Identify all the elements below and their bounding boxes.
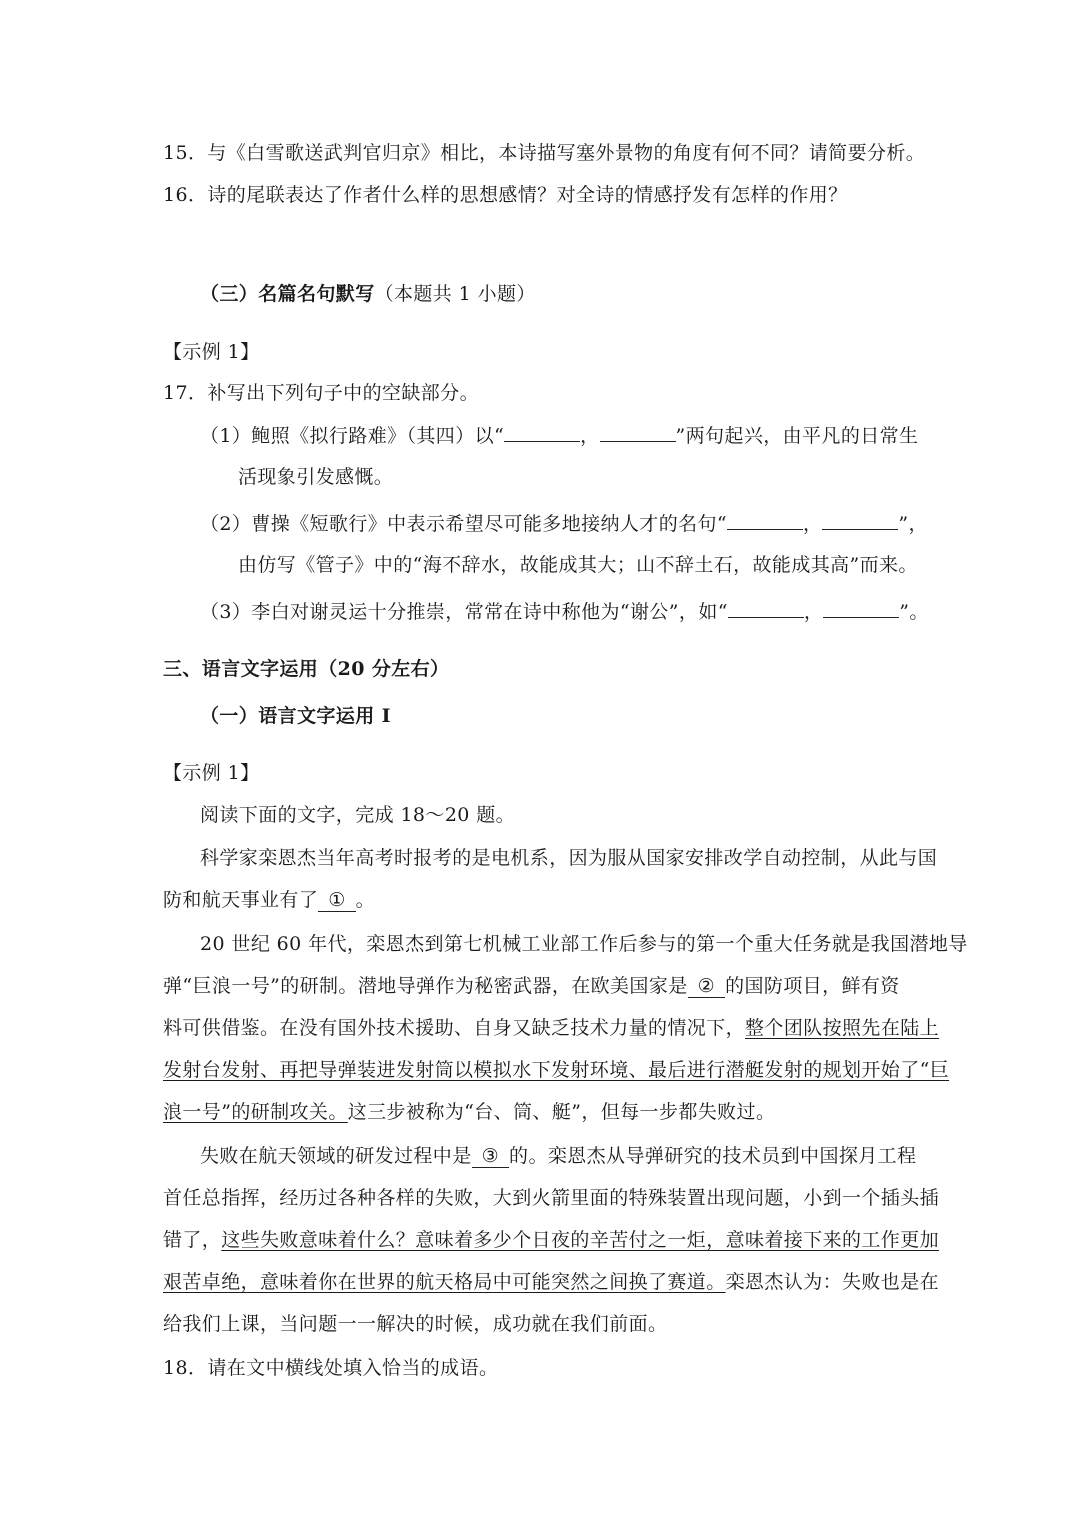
passage-line: 给我们上课，当问题一一解决的时候，成功就在我们前面。 (163, 1313, 668, 1335)
text: 防和航天事业有了 (163, 889, 319, 911)
question-18: 18．请在文中横线处填入恰当的成语。 (163, 1357, 499, 1379)
passage-line (163, 1098, 775, 1126)
text: 的国防项目，鲜有资 (725, 975, 900, 997)
text: 这三步被称为“台、筒、艇”，但每一步都失败过。 (347, 1101, 776, 1123)
passage-line (200, 1142, 916, 1170)
blank-line[interactable] (600, 421, 676, 442)
underlined-sentence: 整个团队按照先在陆上 (745, 1017, 940, 1039)
question-17: 17．补写出下列句子中的空缺部分。 (163, 382, 479, 404)
underlined-sentence: 艰苦卓绝，意味着你在世界的航天格局中可能突然之间换了赛道。 (163, 1271, 726, 1293)
text: 。 (355, 889, 376, 911)
text: ， (803, 513, 823, 535)
question-17-1 (200, 421, 918, 450)
example-label: 【示例 1】 (163, 762, 260, 784)
text: ， (803, 601, 824, 623)
blank-1[interactable]: ① (318, 889, 355, 912)
text: 弹“巨浪一号”的研制。潜地导弹作为秘密武器，在欧美国家是 (163, 975, 688, 997)
passage-line: 科学家栾恩杰当年高考时报考的是电机系，因为服从国家安排改学自动控制，从此与国 (200, 847, 938, 869)
text: 失败在航天领域的研发过程中是 (200, 1145, 472, 1167)
question-17-2-cont: 由仿写《管子》中的“海不辞水，故能成其大；山不辞土石，故能成其高”而来。 (238, 554, 918, 576)
underlined-sentence: 这些失败意味着什么？意味着多少个日夜的辛苦付之一炬，意味着接下来的工作更加 (221, 1229, 940, 1251)
question-17-1-cont: 活现象引发感慨。 (238, 466, 394, 488)
example-label: 【示例 1】 (163, 341, 260, 363)
blank-2[interactable]: ② (688, 975, 725, 998)
blank-line[interactable] (504, 421, 580, 442)
passage-line (163, 886, 375, 914)
passage-line: 20 世纪 60 年代，栾恩杰到第七机械工业部工作后参与的第一个重大任务就是我国潜地导 (200, 933, 968, 955)
text: （3）李白对谢灵运十分推崇，常常在诗中称他为“谢公”，如“ (200, 601, 728, 623)
blank-line[interactable] (822, 509, 898, 530)
part-3-heading: 三、语言文字运用（20 分左右） (163, 658, 450, 680)
blank-line[interactable] (727, 509, 803, 530)
text: 栾恩杰认为：失败也是在 (725, 1271, 940, 1293)
passage-line (163, 972, 900, 1000)
text: （1）鲍照《拟行路难》（其四）以“ (200, 425, 505, 447)
passage-line (163, 1014, 939, 1042)
text: ， (580, 425, 600, 447)
blank-line[interactable] (728, 597, 804, 618)
text: ”两句起兴，由平凡的日常生 (675, 425, 919, 447)
text: 错了， (163, 1229, 222, 1251)
text: 料可供借鉴。在没有国外技术援助、自身又缺乏技术力量的情况下， (163, 1017, 746, 1039)
passage-line: 发射台发射、再把导弹装进发射筒以模拟水下发射环境、最后进行潜艇发射的规划开始了“巨 (163, 1059, 950, 1081)
blank-line[interactable] (823, 597, 899, 618)
underlined-sentence: 浪一号”的研制攻关。 (163, 1101, 348, 1123)
question-17-2 (200, 509, 928, 538)
section-heading-title: （三）名篇名句默写 (200, 283, 375, 305)
question-17-3 (200, 597, 929, 626)
passage-line: 首任总指挥，经历过各种各样的失败，大到火箭里面的特殊装置出现问题，小到一个插头插 (163, 1187, 940, 1209)
blank-3[interactable]: ③ (472, 1145, 509, 1168)
section-heading-famous-lines (200, 280, 536, 308)
text: ”， (898, 513, 928, 535)
section-heading-note: （本题共 1 小题） (374, 283, 536, 305)
passage-line (163, 1226, 939, 1254)
text: ”。 (899, 601, 929, 623)
question-15: 15．与《白雪歌送武判官归京》相比，本诗描写塞外景物的角度有何不同？请简要分析。 (163, 142, 926, 164)
passage-line (163, 1268, 939, 1296)
question-16: 16．诗的尾联表达了作者什么样的思想感情？对全诗的情感抒发有怎样的作用？ (163, 184, 848, 206)
text: 的。栾恩杰从导弹研究的技术员到中国探月工程 (509, 1145, 917, 1167)
reading-instruction: 阅读下面的文字，完成 18～20 题。 (200, 804, 516, 826)
text: （2）曹操《短歌行》中表示希望尽可能多地接纳人才的名句“ (200, 513, 728, 535)
subsection-heading: （一）语言文字运用 I (200, 705, 391, 727)
